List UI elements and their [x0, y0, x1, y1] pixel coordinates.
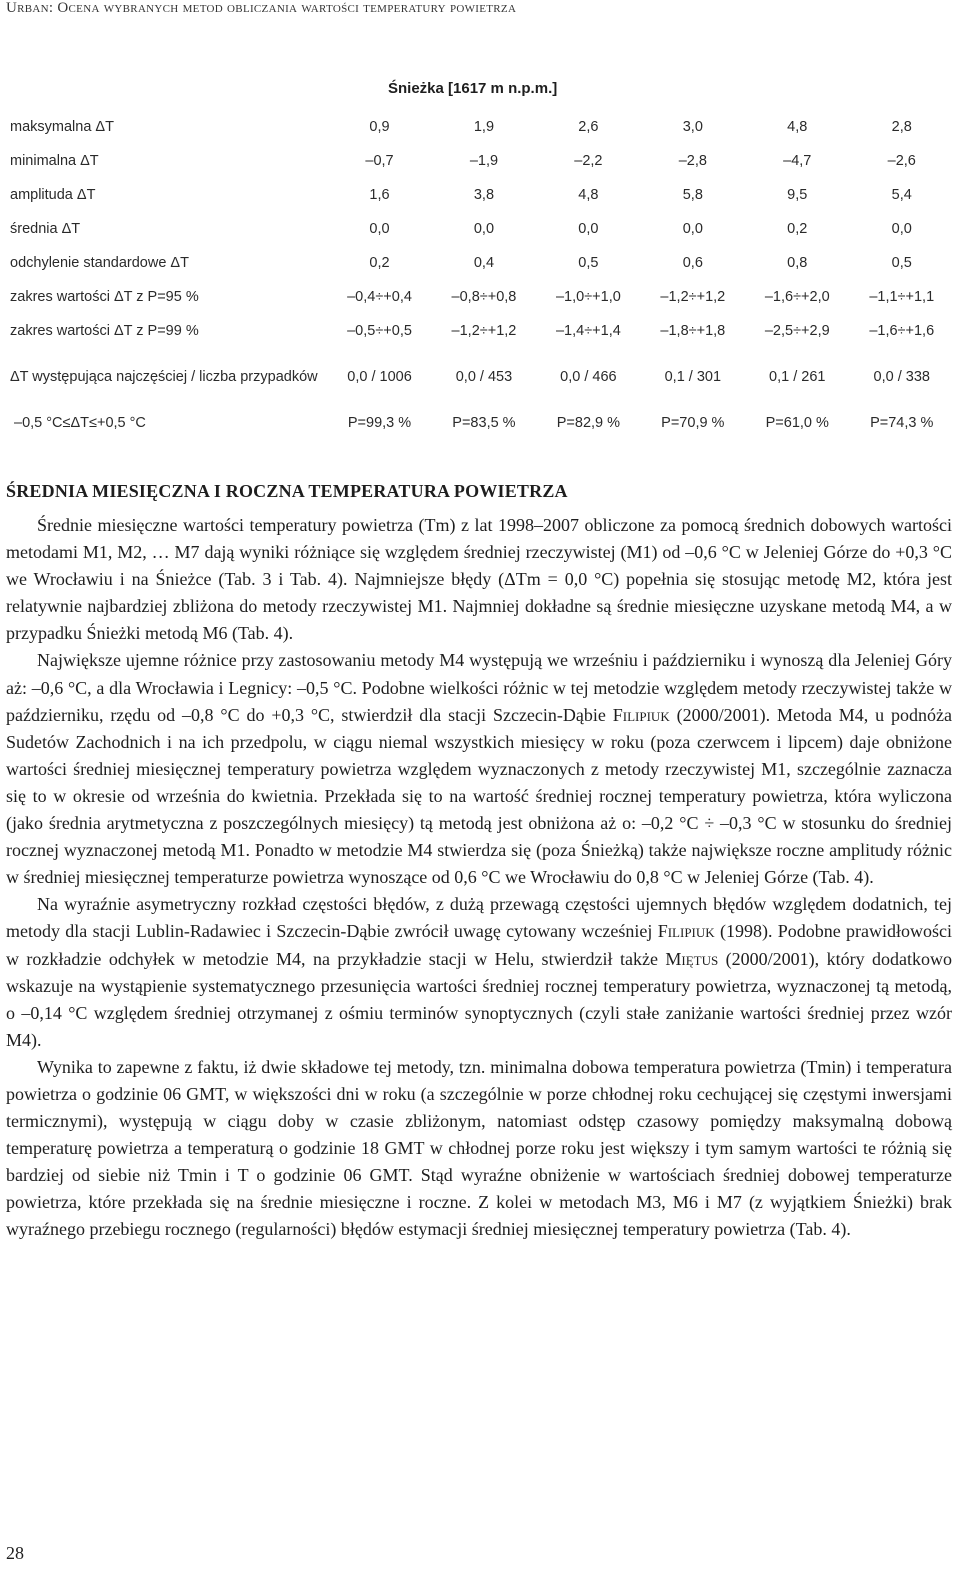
running-head: Urban: Ocena wybranych metod obliczania wartości temperatury powietrza — [6, 0, 517, 16]
section-heading: ŚREDNIA MIESIĘCZNA I ROCZNA TEMPERATURA POWIETRZA — [6, 481, 568, 501]
table-cell: 0,8 — [787, 255, 808, 271]
row-label: odchylenie standardowe ΔT — [10, 255, 189, 271]
table-row — [6, 178, 954, 212]
table-row — [6, 110, 954, 144]
table-cell: 0,6 — [682, 255, 703, 271]
table-row — [6, 246, 954, 280]
table-cell: 0,0 — [369, 221, 390, 237]
table-row — [6, 314, 954, 348]
paragraph — [6, 1054, 952, 1244]
text-run: Wynika to zapewne z faktu, iż dwie składowe tej metody, tzn. minimalna dobowa temperatura powietrza (Tmin) i temperatura powietrza o godzinie 06 GMT, w większości dni w roku (a szczególnie w porze chłodnej roku cechującej się częstymi inwersjami termicznymi), występują w ciągu doby w czasie zbliżonym, natomiast odstęp czasowy pomiędzy maksymalną dobową temperaturę powietrza a temperaturą o godzinie 18 GMT w chłodnej porze roku jest większy i tym samym wartości te różnią się bardziej od siebie niż Tmin i T o godzinie 06 GMT. Stąd wyraźne obniżenie w wartościach średniej dobowej temperaturze powietrza, które przekłada się na średnie miesięczne i roczne. Z kolei w metodach M3, M6 i M7 (z wyjątkiem Śnieżki) brak wyraźnego przebiegu rocznego (regularności) błędów estymacji średniej miesięcznej temperatury powietrza (Tab. 4). — [6, 1056, 952, 1240]
table-cell: 9,5 — [787, 187, 808, 203]
text-run: (2000/2001). Metoda M4, u podnóża Sudetów Zachodnich i na ich przedpolu, w ciągu niemal wszystkich miesięcy w roku (poza czerwcem i lipcem) daje obniżone wartości średniej miesięcznej temperatury powietrza względem wyznaczonych z metody rzeczywistej M1, szczególnie zaznacza się to w okresie od września do kwietnia. Przekłada się to na wartość średniej rocznej temperatury powietrza, która wyliczona (jako średnia arytmetyczna z poszczególnych miesięcy) tą metodą jest obniżona aż o: –0,2 °C ÷ –0,3 °C w stosunku do średniej rocznej wyznaczonej metodą M1. Ponadto w metodzie M4 stwierdza się (poza Śnieżką) także największe roczne amplitudy różnic w średniej miesięcznej temperaturze powietrza wynoszące od 0,6 °C we Wrocławiu do 0,8 °C w Jeleniej Górze (Tab. 4). — [6, 704, 953, 888]
table-cell: 0,0 / 466 — [560, 369, 617, 385]
table-cell: 3,8 — [473, 187, 495, 203]
table-cell: 0,2 — [787, 221, 808, 237]
table-cell: 5,4 — [891, 187, 912, 203]
cited-author: Filipiuk — [612, 704, 670, 725]
table-cell: –2,6 — [887, 153, 916, 169]
row-label: zakres wartości ΔT z P=95 % — [10, 289, 199, 305]
table-cell: –1,2÷+1,2 — [660, 289, 726, 305]
table-cell: 0,9 — [369, 119, 390, 135]
paragraph — [6, 647, 952, 891]
page-number: 28 — [6, 1543, 24, 1563]
table-cell: 0,1 / 301 — [664, 369, 722, 385]
table-cell: P=82,9 % — [556, 415, 621, 431]
row-label: zakres wartości ΔT z P=99 % — [10, 323, 199, 339]
table-cell: 5,8 — [682, 187, 703, 203]
text-run: (1998). Podobne prawidłowości w rozkładzie odchyłek w metodzie M4, na przykładzie stacji w Helu, stwierdził także — [6, 921, 953, 969]
table-cell: P=61,0 % — [765, 415, 829, 431]
table-cell: P=70,9 % — [661, 415, 725, 431]
table-cell: –2,5÷+2,9 — [764, 323, 830, 339]
table-cell: –2,2 — [574, 153, 603, 169]
table-cell: 0,1 / 261 — [769, 369, 826, 385]
paragraph — [6, 512, 952, 647]
table-cell: –1,0÷+1,0 — [555, 289, 621, 305]
table-cell: –1,6÷+2,0 — [764, 289, 830, 305]
table-cell: –1,6÷+1,6 — [869, 323, 935, 339]
row-label: amplituda ΔT — [10, 187, 96, 203]
table-cell: 0,2 — [369, 255, 390, 271]
text-run: Na wyraźnie asymetryczny rozkład częstości błędów, z dużą przewagą częstości ujemnych błędów względem dodatnich, tej metody dla stacji Lublin-Radawiec i Szczecin-Dąbie zwrócił uwagę cytowany wcześniej — [6, 894, 952, 942]
table-row — [6, 212, 954, 246]
table-cell: –0,8÷+0,8 — [451, 289, 517, 305]
table-cell: 2,8 — [891, 119, 912, 135]
table-cell: 0,0 — [891, 221, 912, 237]
row-label: średnia ΔT — [10, 221, 81, 237]
table-cell: –4,7 — [783, 153, 812, 169]
table-cell: –1,2÷+1,2 — [451, 323, 517, 339]
table-cell: 4,8 — [578, 187, 599, 203]
table-cell: 3,0 — [682, 119, 703, 135]
text-run: Największe ujemne różnice przy zastosowaniu metody M4 występują we wrześniu i październiku i wynoszą dla Jeleniej Góry aż: –0,6 °C, a dla Wrocławia i Legnicy: –0,5 °C. Podobne wielkości różnic w tej metodzie względem metody rzeczywistej także w październiku, rzędu od –0,8 °C do +0,3 °C, stwierdził dla stacji Szczecin-Dąbie — [6, 650, 952, 725]
table-cell: 4,8 — [787, 119, 808, 135]
table-cell: 0,0 / 453 — [455, 369, 513, 385]
table-cell: 0,4 — [473, 255, 495, 271]
table-row — [6, 348, 954, 406]
table-cell: 0,0 — [682, 221, 703, 237]
table-cell: –1,8÷+1,8 — [660, 323, 726, 339]
table-cell: 0,5 — [891, 255, 912, 271]
table-row — [6, 144, 954, 178]
table-cell: 0,0 / 338 — [873, 369, 930, 385]
table-cell: –2,8 — [678, 153, 707, 169]
table-cell: 0,0 — [578, 221, 599, 237]
table-cell: –0,7 — [365, 153, 394, 169]
body-text — [6, 512, 952, 1244]
table-cell: –1,9 — [469, 153, 499, 169]
table-cell: –0,4÷+0,4 — [347, 289, 412, 305]
table-cell: 0,0 — [473, 221, 495, 237]
table-caption: Śnieżka [1617 m n.p.m.] — [388, 80, 558, 97]
text-run: Średnie miesięczne wartości temperatury powietrza (Tm) z lat 1998–2007 obliczone za pomocą średnich dobowych wartości metodami M1, M2, … M7 dają wyniki różniące się względem średniej rzeczywistej (M1) od –0,6 °C w Jeleniej Górze do +0,3 °C we Wrocławiu i na Śnieżce (Tab. 3 i Tab. 4). Najmniejsze błędy (ΔTm = 0,0 °C) popełnia się stosując metodę M2, która jest relatywnie najbardziej zbliżona do metody rzeczywistej M1. Najmniej dokładne są średnie miesięczne uzyskane metodą M4, a w przypadku Śnieżki metodą M6 (Tab. 4). — [6, 515, 952, 644]
row-label: maksymalna ΔT — [10, 119, 114, 135]
data-table — [6, 110, 954, 440]
table-cell: –1,1÷+1,1 — [869, 289, 935, 305]
cited-author: Filipiuk — [657, 921, 715, 942]
row-label: ΔT występująca najczęściej / liczba przypadków — [10, 369, 318, 385]
table-cell: 0,5 — [578, 255, 599, 271]
table-cell: P=99,3 % — [347, 415, 412, 431]
table-row — [6, 406, 954, 440]
table-cell: –1,4÷+1,4 — [555, 323, 621, 339]
table-cell: P=83,5 % — [452, 415, 516, 431]
row-label: minimalna ΔT — [10, 153, 99, 169]
table-cell: P=74,3 % — [870, 415, 934, 431]
table-cell: 2,6 — [578, 119, 599, 135]
table-row — [6, 280, 954, 314]
cited-author: Miętus — [665, 948, 719, 969]
table-cell: 1,9 — [473, 119, 495, 135]
paragraph — [6, 891, 952, 1054]
table-cell: 0,0 / 1006 — [347, 369, 412, 385]
table-cell: –0,5÷+0,5 — [347, 323, 412, 339]
text-run: (2000/2001), który dodatkowo wskazuje na wystąpienie systematycznego przesunięcia wartości średniej rocznej temperatury powietrza, wyznaczonej tą metodą, o –0,14 °C względem średniej otrzymanej z ośmiu terminów synoptycznych (czyli stałe zaniżanie wartości średniej przez wzór M4). — [6, 948, 952, 1050]
row-label: –0,5 °C≤ΔT≤+0,5 °C — [14, 415, 146, 431]
table-cell: 1,6 — [369, 187, 390, 203]
